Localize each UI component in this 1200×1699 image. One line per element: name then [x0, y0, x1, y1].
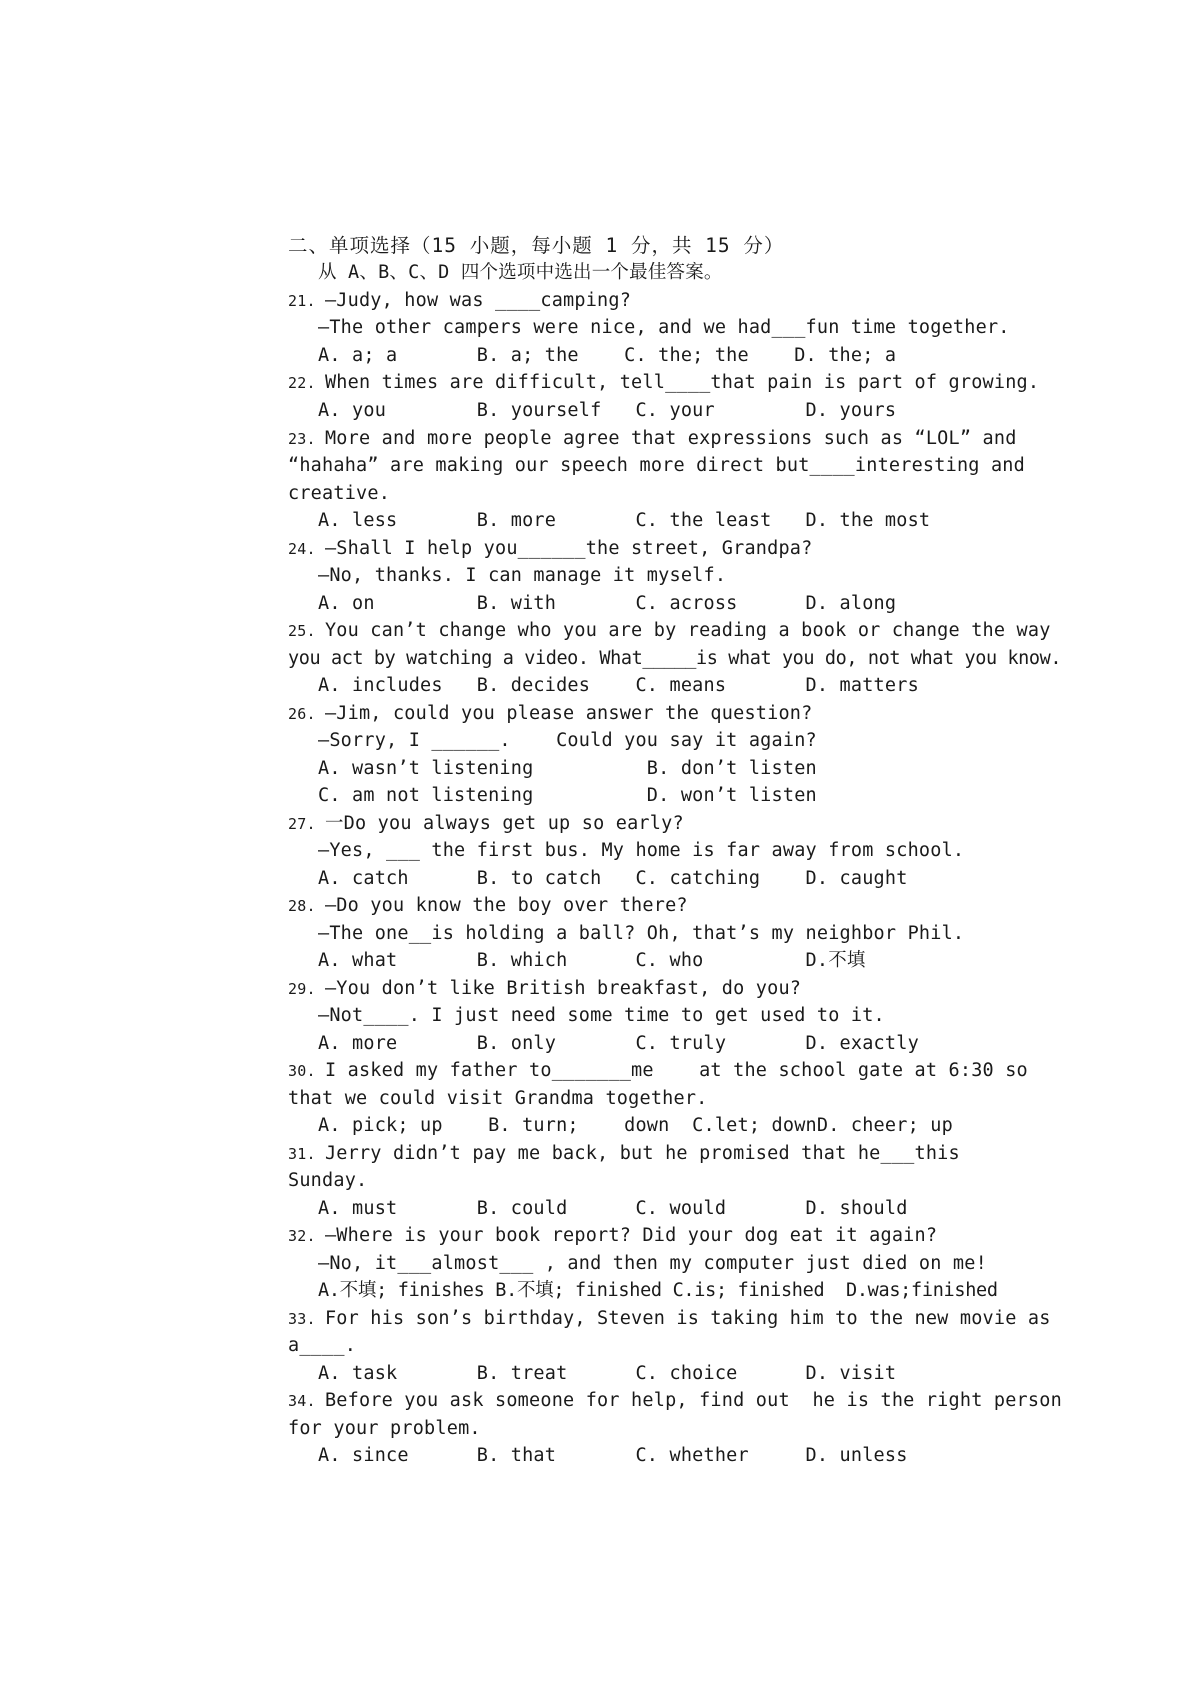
question-34-stem-line: for your problem.: [288, 1418, 481, 1439]
question-31-options: A. must B. could C. would D. should: [318, 1198, 908, 1219]
question-33-stem-line: a____.: [288, 1335, 357, 1356]
question-33-options: A. task B. treat C. choice D. visit: [318, 1363, 897, 1384]
question-28-options: A. what B. which C. who D.不填: [318, 950, 866, 971]
question-number: 27.: [288, 815, 325, 833]
question-27-stem-line: —Yes, ___ the first bus. My home is far away from school.: [318, 840, 965, 861]
question-23-stem-line: “hahaha” are making our speech more direct but____interesting and: [288, 455, 1025, 476]
question-22-options: A. you B. yourself C. your D. yours: [318, 400, 897, 421]
question-32-stem-line: —No, it___almost___ , and then my computer just died on me!: [318, 1253, 987, 1274]
question-25-stem: 25. You can’t change who you are by reading a book or change the way: [288, 620, 1051, 641]
question-number: 31.: [288, 1145, 325, 1163]
question-number: 29.: [288, 980, 325, 998]
question-27-stem: 27. 一Do you always get up so early?: [288, 813, 684, 834]
question-number: 33.: [288, 1310, 325, 1328]
question-25-options: A. includes B. decides C. means D. matters: [318, 675, 919, 696]
question-24-stem: 24. —Shall I help you______the street, Grandpa?: [288, 538, 813, 559]
section-instruction: 从 A、B、C、D 四个选项中选出一个最佳答案。: [318, 262, 723, 283]
question-24-stem-line: —No, thanks. I can manage it myself.: [318, 565, 727, 586]
question-number: 26.: [288, 705, 325, 723]
question-number: 34.: [288, 1392, 325, 1410]
question-26-stem: 26. —Jim, could you please answer the question?: [288, 703, 813, 724]
question-26-options: C. am not listening D. won’t listen: [318, 785, 817, 806]
question-33-stem: 33. For his son’s birthday, Steven is taking him to the new movie as: [288, 1308, 1051, 1329]
question-number: 32.: [288, 1227, 325, 1245]
question-number: 28.: [288, 897, 325, 915]
question-23-stem: 23. More and more people agree that expressions such as “LOL” and: [288, 428, 1017, 449]
question-30-options: A. pick; up B. turn; down C.let; downD. cheer; up: [318, 1115, 953, 1136]
question-27-options: A. catch B. to catch C. catching D. caught: [318, 868, 908, 889]
question-number: 25.: [288, 622, 325, 640]
question-31-stem: 31. Jerry didn’t pay me back, but he promised that he___this: [288, 1143, 960, 1164]
question-31-stem-line: Sunday.: [288, 1170, 368, 1191]
question-32-options: A.不填; finishes B.不填; finished C.is; finished D.was;finished: [318, 1280, 998, 1301]
question-23-options: A. less B. more C. the least D. the most: [318, 510, 931, 531]
question-number: 30.: [288, 1062, 325, 1080]
question-21-stem-line: —The other campers were nice, and we had___fun time together.: [318, 317, 1010, 338]
question-number: 24.: [288, 540, 325, 558]
question-25-stem-line: you act by watching a video. What_____is what you do, not what you know.: [288, 648, 1062, 669]
question-number: 22.: [288, 374, 325, 392]
question-number: 21.: [288, 292, 325, 310]
question-30-stem: 30. I asked my father to_______me at the school gate at 6:30 so: [288, 1060, 1028, 1081]
question-24-options: A. on B. with C. across D. along: [318, 593, 897, 614]
question-34-options: A. since B. that C. whether D. unless: [318, 1445, 908, 1466]
question-28-stem-line: —The one__is holding a ball? Oh, that’s my neighbor Phil.: [318, 923, 965, 944]
question-26-stem-line: —Sorry, I ______. Could you say it again?: [318, 730, 817, 751]
question-26-options: A. wasn’t listening B. don’t listen: [318, 758, 817, 779]
question-34-stem: 34. Before you ask someone for help, find out he is the right person: [288, 1390, 1062, 1411]
question-28-stem: 28. —Do you know the boy over there?: [288, 895, 688, 916]
question-23-stem-line: creative.: [288, 483, 391, 504]
question-29-stem: 29. —You don’t like British breakfast, do you?: [288, 978, 802, 999]
question-29-options: A. more B. only C. truly D. exactly: [318, 1033, 919, 1054]
question-number: 23.: [288, 430, 325, 448]
question-32-stem: 32. —Where is your book report? Did your dog eat it again?: [288, 1225, 938, 1246]
question-22-stem: 22. When times are difficult, tell____that pain is part of growing.: [288, 372, 1040, 393]
question-21-options: A. a; a B. a; the C. the; the D. the; a: [318, 345, 897, 366]
question-29-stem-line: —Not____. I just need some time to get used to it.: [318, 1005, 885, 1026]
section-title: 二、单项选择（15 小题，每小题 1 分，共 15 分）: [288, 234, 785, 257]
question-21-stem: 21. —Judy, how was ____camping?: [288, 290, 632, 311]
question-30-stem-line: that we could visit Grandma together.: [288, 1088, 708, 1109]
